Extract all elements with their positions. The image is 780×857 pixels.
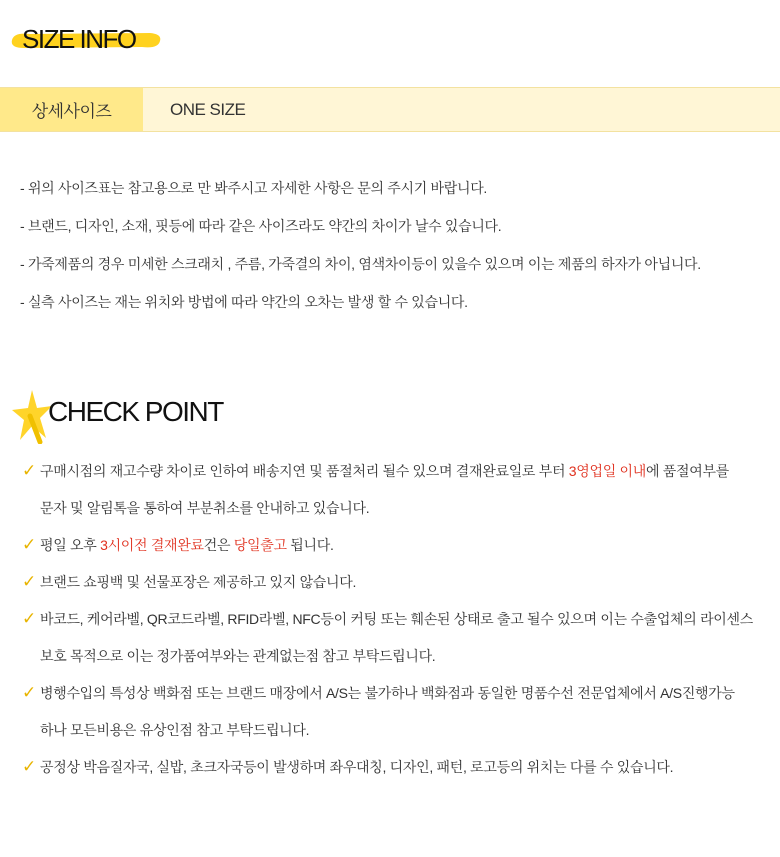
list-item: [22, 460, 772, 534]
item-text: 에 품절여부를: [645, 463, 729, 479]
highlight-text: 3영업일 이내: [568, 463, 646, 479]
item-text: 병행수입의 특성상 백화점 또는 브랜드 매장에서 A/S는 불가하나 백화점과 동일한 명품수선 전문업체에서 A/S진행가능: [40, 685, 735, 701]
item-text: 평일 오후: [40, 537, 101, 553]
list-item: [22, 534, 772, 571]
size-table-row: [0, 87, 780, 132]
size-info-title: SIZE INFO: [22, 24, 136, 54]
size-note: - 위의 사이즈표는 참고용으로 만 봐주시고 자세한 사항은 문의 주시기 바랍니다.: [20, 180, 488, 196]
check-mark-icon: ✓: [22, 461, 36, 481]
check-mark-icon: ✓: [22, 572, 36, 592]
check-point-list: [22, 460, 772, 793]
size-label-cell: 상세사이즈: [0, 88, 143, 131]
item-continuation: 하나 모든비용은 유상인점 참고 부탁드립니다.: [40, 722, 310, 738]
check-mark-icon: ✓: [22, 683, 36, 703]
item-text: 공정상 박음질자국, 실밥, 초크자국등이 발생하며 좌우대칭, 디자인, 패턴, 로고등의 위치는 다를 수 있습니다.: [40, 759, 674, 775]
item-text: 브랜드 쇼핑백 및 선물포장은 제공하고 있지 않습니다.: [40, 574, 357, 590]
highlight-text: 당일출고: [233, 537, 287, 553]
highlight-text: 3시이전 결재완료: [100, 537, 204, 553]
item-text: 건은: [203, 537, 234, 553]
list-item: [22, 756, 772, 793]
size-note: - 브랜드, 디자인, 소재, 핏등에 따라 같은 사이즈라도 약간의 차이가 날수 있습니다.: [20, 218, 502, 234]
item-text: 구매시점의 재고수량 차이로 인하여 배송지연 및 품절처리 될수 있으며 결재완료일로 부터: [40, 463, 569, 479]
check-mark-icon: ✓: [22, 757, 36, 777]
size-value-cell: ONE SIZE: [170, 99, 246, 119]
size-notes-list: [20, 177, 701, 329]
item-text: 바코드, 케어라벨, QR코드라벨, RFID라벨, NFC등이 커팅 또는 훼손된 상태로 출고 될수 있으며 이는 수출업체의 라이센스: [40, 611, 753, 627]
list-item: [22, 608, 772, 682]
item-text: 됩니다.: [286, 537, 334, 553]
size-note: - 실측 사이즈는 재는 위치와 방법에 따라 약간의 오차는 발생 할 수 있습니다.: [20, 294, 468, 310]
size-note: - 가죽제품의 경우 미세한 스크래치 , 주름, 가죽결의 차이, 염색차이등이 있을수 있으며 이는 제품의 하자가 아닙니다.: [20, 256, 701, 272]
item-continuation: 문자 및 알림톡을 통하여 부분취소를 안내하고 있습니다.: [40, 500, 370, 516]
check-point-title: CHECK POINT: [48, 396, 223, 427]
check-mark-icon: ✓: [22, 609, 36, 629]
check-mark-icon: ✓: [22, 535, 36, 555]
list-item: [22, 571, 772, 608]
item-continuation: 보호 목적으로 이는 정가품여부와는 관계없는점 참고 부탁드립니다.: [40, 648, 436, 664]
list-item: [22, 682, 772, 756]
